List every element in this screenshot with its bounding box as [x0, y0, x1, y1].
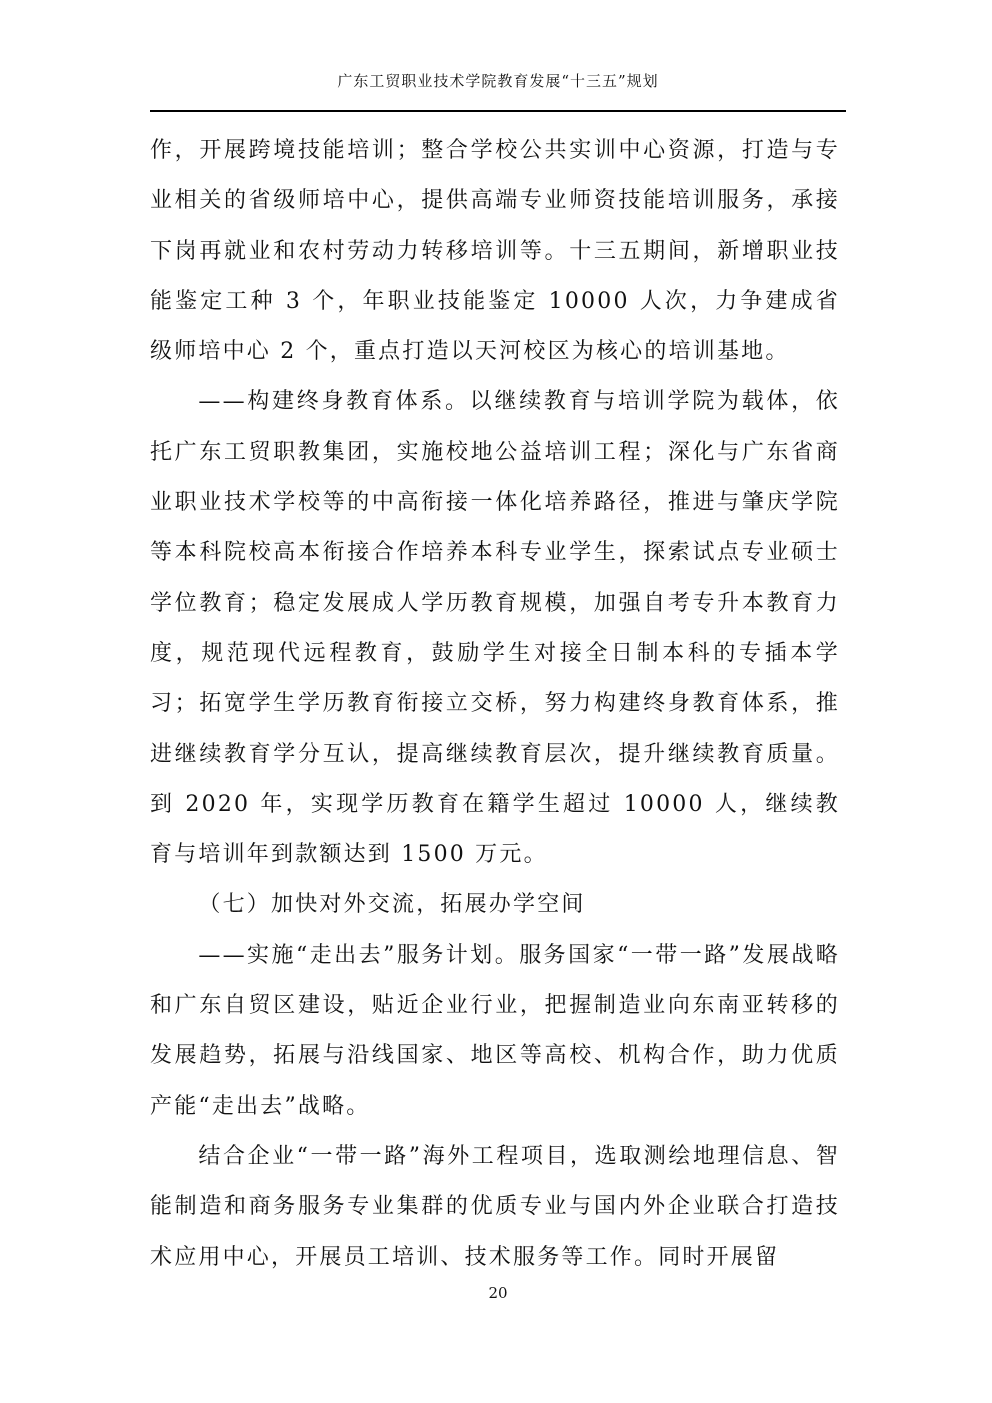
paragraph-lifelong-education: ——构建终身教育体系。以继续教育与培训学院为载体，依托广东工贸职教集团，实施校地公益培训工程；深化与广东省商业职业技术学校等的中高衔接一体化培养路径，推进与肇庆学院等本科院校高本衔接合作培养本科专业学生，探索试点专业硕士学位教育；稳定发展成人学历教育规模，加强自考专升本教育力度，规范现代远程教育，鼓励学生对接全日制本科的专插本学习；拓宽学生学历教育衔接立交桥，努力构建终身教育体系，推进继续教育学分互认，提高继续教育层次，提升继续教育质量。到 2020 年，实现学历教育在籍学生超过 10000 人，继续教育与培训年到款额达到 1500 万元。: [150, 389, 840, 868]
section-heading-7: （七）加快对外交流，拓展办学空间: [198, 892, 586, 918]
running-header: 广东工贸职业技术学院教育发展“十三五”规划: [337, 72, 659, 90]
paragraph-training-continued: 作，开展跨境技能培训；整合学校公共实训中心资源，打造与专业相关的省级师培中心，提供高端专业师资技能培训服务，承接下岗再就业和农村劳动力转移培训等。十三五期间，新增职业技能鉴定工种 3 个，年职业技能鉴定 10000 人次，力争建成省级师培中心 2 个，重点打造以天河校区为核心的培训基地。: [150, 138, 840, 365]
paragraph-belt-and-road-projects: 结合企业“一带一路”海外工程项目，选取测绘地理信息、智能制造和商务服务专业集群的优质专业与国内外企业联合打造技术应用中心，开展员工培训、技术服务等工作。同时开展留: [150, 1143, 840, 1270]
document-body: [150, 126, 840, 1283]
page-number: 20: [488, 1284, 508, 1302]
paragraph-going-out-plan: ——实施“走出去”服务计划。服务国家“一带一路”发展战略和广东自贸区建设，贴近企业行业，把握制造业向东南亚转移的发展趋势，拓展与沿线国家、地区等高校、机构合作，助力优质产能“走出去”战略。: [150, 942, 840, 1119]
header-rule: [150, 110, 846, 112]
